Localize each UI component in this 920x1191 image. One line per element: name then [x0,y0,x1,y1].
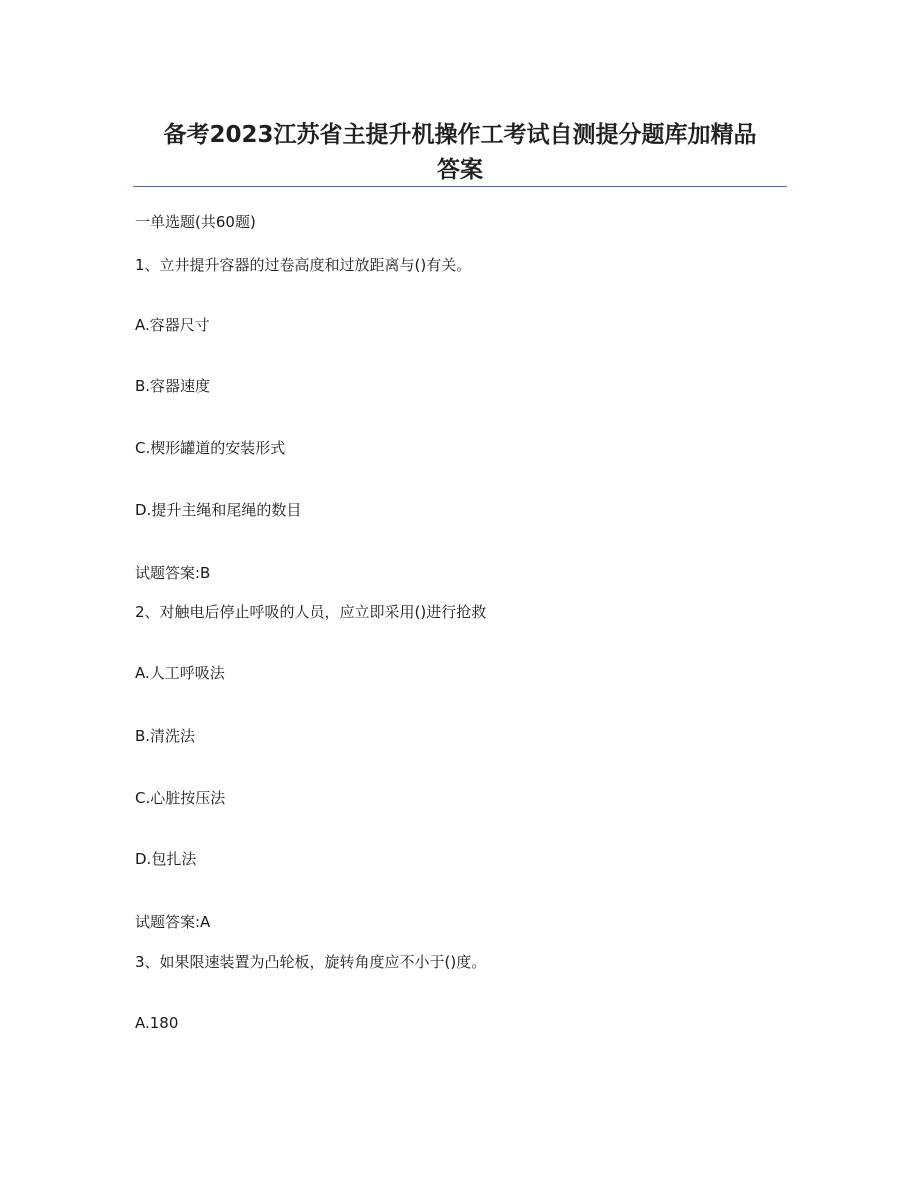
question-1-answer: 试题答案:B [135,564,211,582]
question-2-option-d: D.包扎法 [135,850,197,868]
question-3-stem: 3、如果限速装置为凸轮板，旋转角度应不小于()度。 [135,953,487,971]
document-title-line-2: 答案 [437,157,483,183]
question-1-stem: 1、立井提升容器的过卷高度和过放距离与()有关。 [135,256,472,274]
question-1-option-a: A.容器尺寸 [135,316,210,334]
question-2-option-a: A.人工呼吸法 [135,664,225,682]
question-1-option-c: C.楔形罐道的安装形式 [135,439,286,457]
question-2-option-b: B.清洗法 [135,727,196,745]
section-heading: 一单选题(共60题) [135,213,256,231]
question-2-option-c: C.心脏按压法 [135,789,226,807]
document-title-line-1: 备考2023江苏省主提升机操作工考试自测提分题库加精品 [163,122,757,148]
title-divider [133,186,787,187]
question-2-answer: 试题答案:A [135,913,211,931]
question-1-option-d: D.提升主绳和尾绳的数目 [135,501,302,519]
question-3-option-a: A.180 [135,1014,179,1032]
question-2-stem: 2、对触电后停止呼吸的人员，应立即采用()进行抢救 [135,603,487,621]
question-1-option-b: B.容器速度 [135,377,211,395]
